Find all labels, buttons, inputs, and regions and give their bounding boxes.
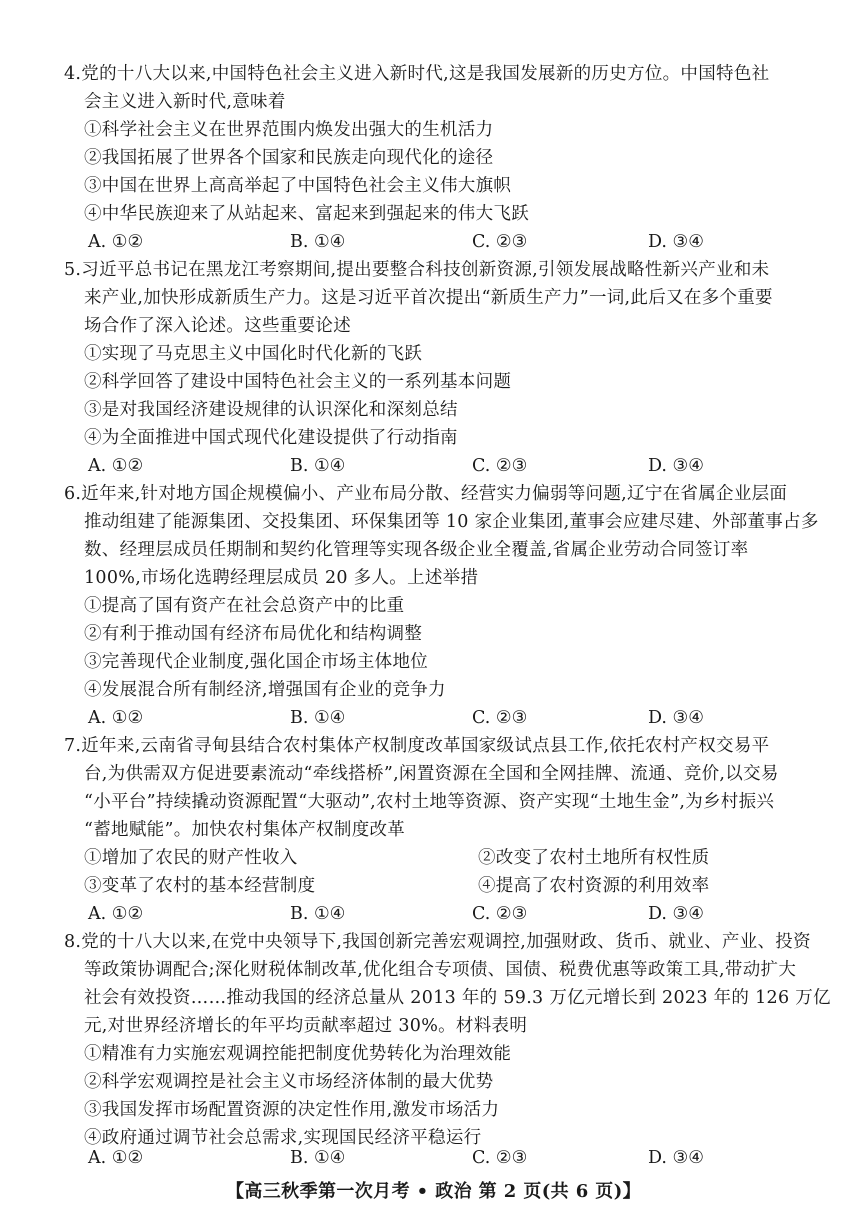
- choice-a: A. ①②: [88, 708, 144, 728]
- choice-c: C. ②③: [472, 456, 528, 476]
- statement-option: ③变革了农村的基本经营制度: [84, 876, 316, 896]
- statement-option: ③完善现代企业制度,强化国企市场主体地位: [84, 652, 429, 672]
- answer-choices: [88, 706, 808, 730]
- question-stem-line: 场合作了深入论述。这些重要论述: [84, 316, 351, 336]
- question-stem-line: 会主义进入新时代,意味着: [84, 92, 286, 112]
- statement-option: ②有利于推动国有经济布局优化和结构调整: [84, 624, 423, 644]
- choice-d: D. ③④: [648, 1148, 704, 1168]
- choice-b: B. ①④: [290, 456, 346, 476]
- question-stem-line: 100%,市场化选聘经理层成员 20 多人。上述举措: [84, 568, 479, 588]
- choice-b: B. ①④: [290, 904, 346, 924]
- statement-option: ①科学社会主义在世界范围内焕发出强大的生机活力: [84, 120, 494, 140]
- question-stem-line: “小平台”持续撬动资源配置“大驱动”,农村土地等资源、资产实现“土地生金”,为乡村振兴: [84, 792, 775, 812]
- choice-a: A. ①②: [88, 1148, 144, 1168]
- choice-b: B. ①④: [290, 708, 346, 728]
- choice-d: D. ③④: [648, 708, 704, 728]
- statement-option: ②改变了农村土地所有权性质: [478, 848, 710, 868]
- statement-option: ①提高了国有资产在社会总资产中的比重: [84, 596, 405, 616]
- statement-option: ④中华民族迎来了从站起来、富起来到强起来的伟大飞跃: [84, 204, 529, 224]
- question-stem-line: 7.近年来,云南省寻甸县结合农村集体产权制度改革国家级试点县工作,依托农村产权交易平: [64, 736, 770, 756]
- question-stem-line: 8.党的十八大以来,在党中央领导下,我国创新完善宏观调控,加强财政、货币、就业、产业、投资: [64, 932, 811, 952]
- answer-choices: [88, 1146, 808, 1170]
- statement-option: ④政府通过调节社会总需求,实现国民经济平稳运行: [84, 1128, 482, 1148]
- statement-option: ④为全面推进中国式现代化建设提供了行动指南: [84, 428, 458, 448]
- statement-option: ①精准有力实施宏观调控能把制度优势转化为治理效能: [84, 1044, 512, 1064]
- page-footer: 【高三秋季第一次月考 • 政治 第 2 页(共 6 页)】: [225, 1181, 642, 1202]
- question-stem-line: 推动组建了能源集团、交投集团、环保集团等 10 家企业集团,董事会应建尽建、外部董事占多: [84, 512, 819, 532]
- statement-option: ④发展混合所有制经济,增强国有企业的竞争力: [84, 680, 446, 700]
- statement-option: ③我国发挥市场配置资源的决定性作用,激发市场活力: [84, 1100, 500, 1120]
- statement-option: ④提高了农村资源的利用效率: [478, 876, 710, 896]
- statement-option: ②科学回答了建设中国特色社会主义的一系列基本问题: [84, 372, 512, 392]
- choice-b: B. ①④: [290, 1148, 346, 1168]
- choice-c: C. ②③: [472, 1148, 528, 1168]
- statement-option: ①实现了马克思主义中国化时代化新的飞跃: [84, 344, 423, 364]
- statement-option: ①增加了农民的财产性收入: [84, 848, 298, 868]
- statement-option: ③中国在世界上高高举起了中国特色社会主义伟大旗帜: [84, 176, 512, 196]
- question-stem-line: 社会有效投资……推动我国的经济总量从 2013 年的 59.3 万亿元增长到 2023 年的 126 万亿: [84, 988, 831, 1008]
- question-stem-line: “蓄地赋能”。加快农村集体产权制度改革: [84, 820, 406, 840]
- question-stem-line: 来产业,加快形成新质生产力。这是习近平首次提出“新质生产力”一词,此后又在多个重要: [84, 288, 773, 308]
- question-stem-line: 6.近年来,针对地方国企规模偏小、产业布局分散、经营实力偏弱等问题,辽宁在省属企业层面: [64, 484, 788, 504]
- answer-choices: [88, 902, 808, 926]
- answer-choices: [88, 230, 808, 254]
- statement-option: ②我国拓展了世界各个国家和民族走向现代化的途径: [84, 148, 494, 168]
- choice-d: D. ③④: [648, 904, 704, 924]
- choice-d: D. ③④: [648, 456, 704, 476]
- choice-c: C. ②③: [472, 904, 528, 924]
- choice-b: B. ①④: [290, 232, 346, 252]
- choice-a: A. ①②: [88, 456, 144, 476]
- answer-choices: [88, 454, 808, 478]
- question-stem-line: 元,对世界经济增长的年平均贡献率超过 30%。材料表明: [84, 1016, 528, 1036]
- statement-option: ②科学宏观调控是社会主义市场经济体制的最大优势: [84, 1072, 494, 1092]
- choice-d: D. ③④: [648, 232, 704, 252]
- question-stem-line: 等政策协调配合;深化财税体制改革,优化组合专项债、国债、税费优惠等政策工具,带动扩大: [84, 960, 797, 980]
- choice-c: C. ②③: [472, 232, 528, 252]
- question-stem-line: 4.党的十八大以来,中国特色社会主义进入新时代,这是我国发展新的历史方位。中国特色社: [64, 64, 770, 84]
- choice-a: A. ①②: [88, 232, 144, 252]
- statement-option: ③是对我国经济建设规律的认识深化和深刻总结: [84, 400, 458, 420]
- question-stem-line: 台,为供需双方促进要素流动“牵线搭桥”,闲置资源在全国和全网挂牌、流通、竞价,以交易: [84, 764, 779, 784]
- question-stem-line: 数、经理层成员任期制和契约化管理等实现各级企业全覆盖,省属企业劳动合同签订率: [84, 540, 749, 560]
- choice-c: C. ②③: [472, 708, 528, 728]
- question-stem-line: 5.习近平总书记在黑龙江考察期间,提出要整合科技创新资源,引领发展战略性新兴产业和未: [64, 260, 770, 280]
- choice-a: A. ①②: [88, 904, 144, 924]
